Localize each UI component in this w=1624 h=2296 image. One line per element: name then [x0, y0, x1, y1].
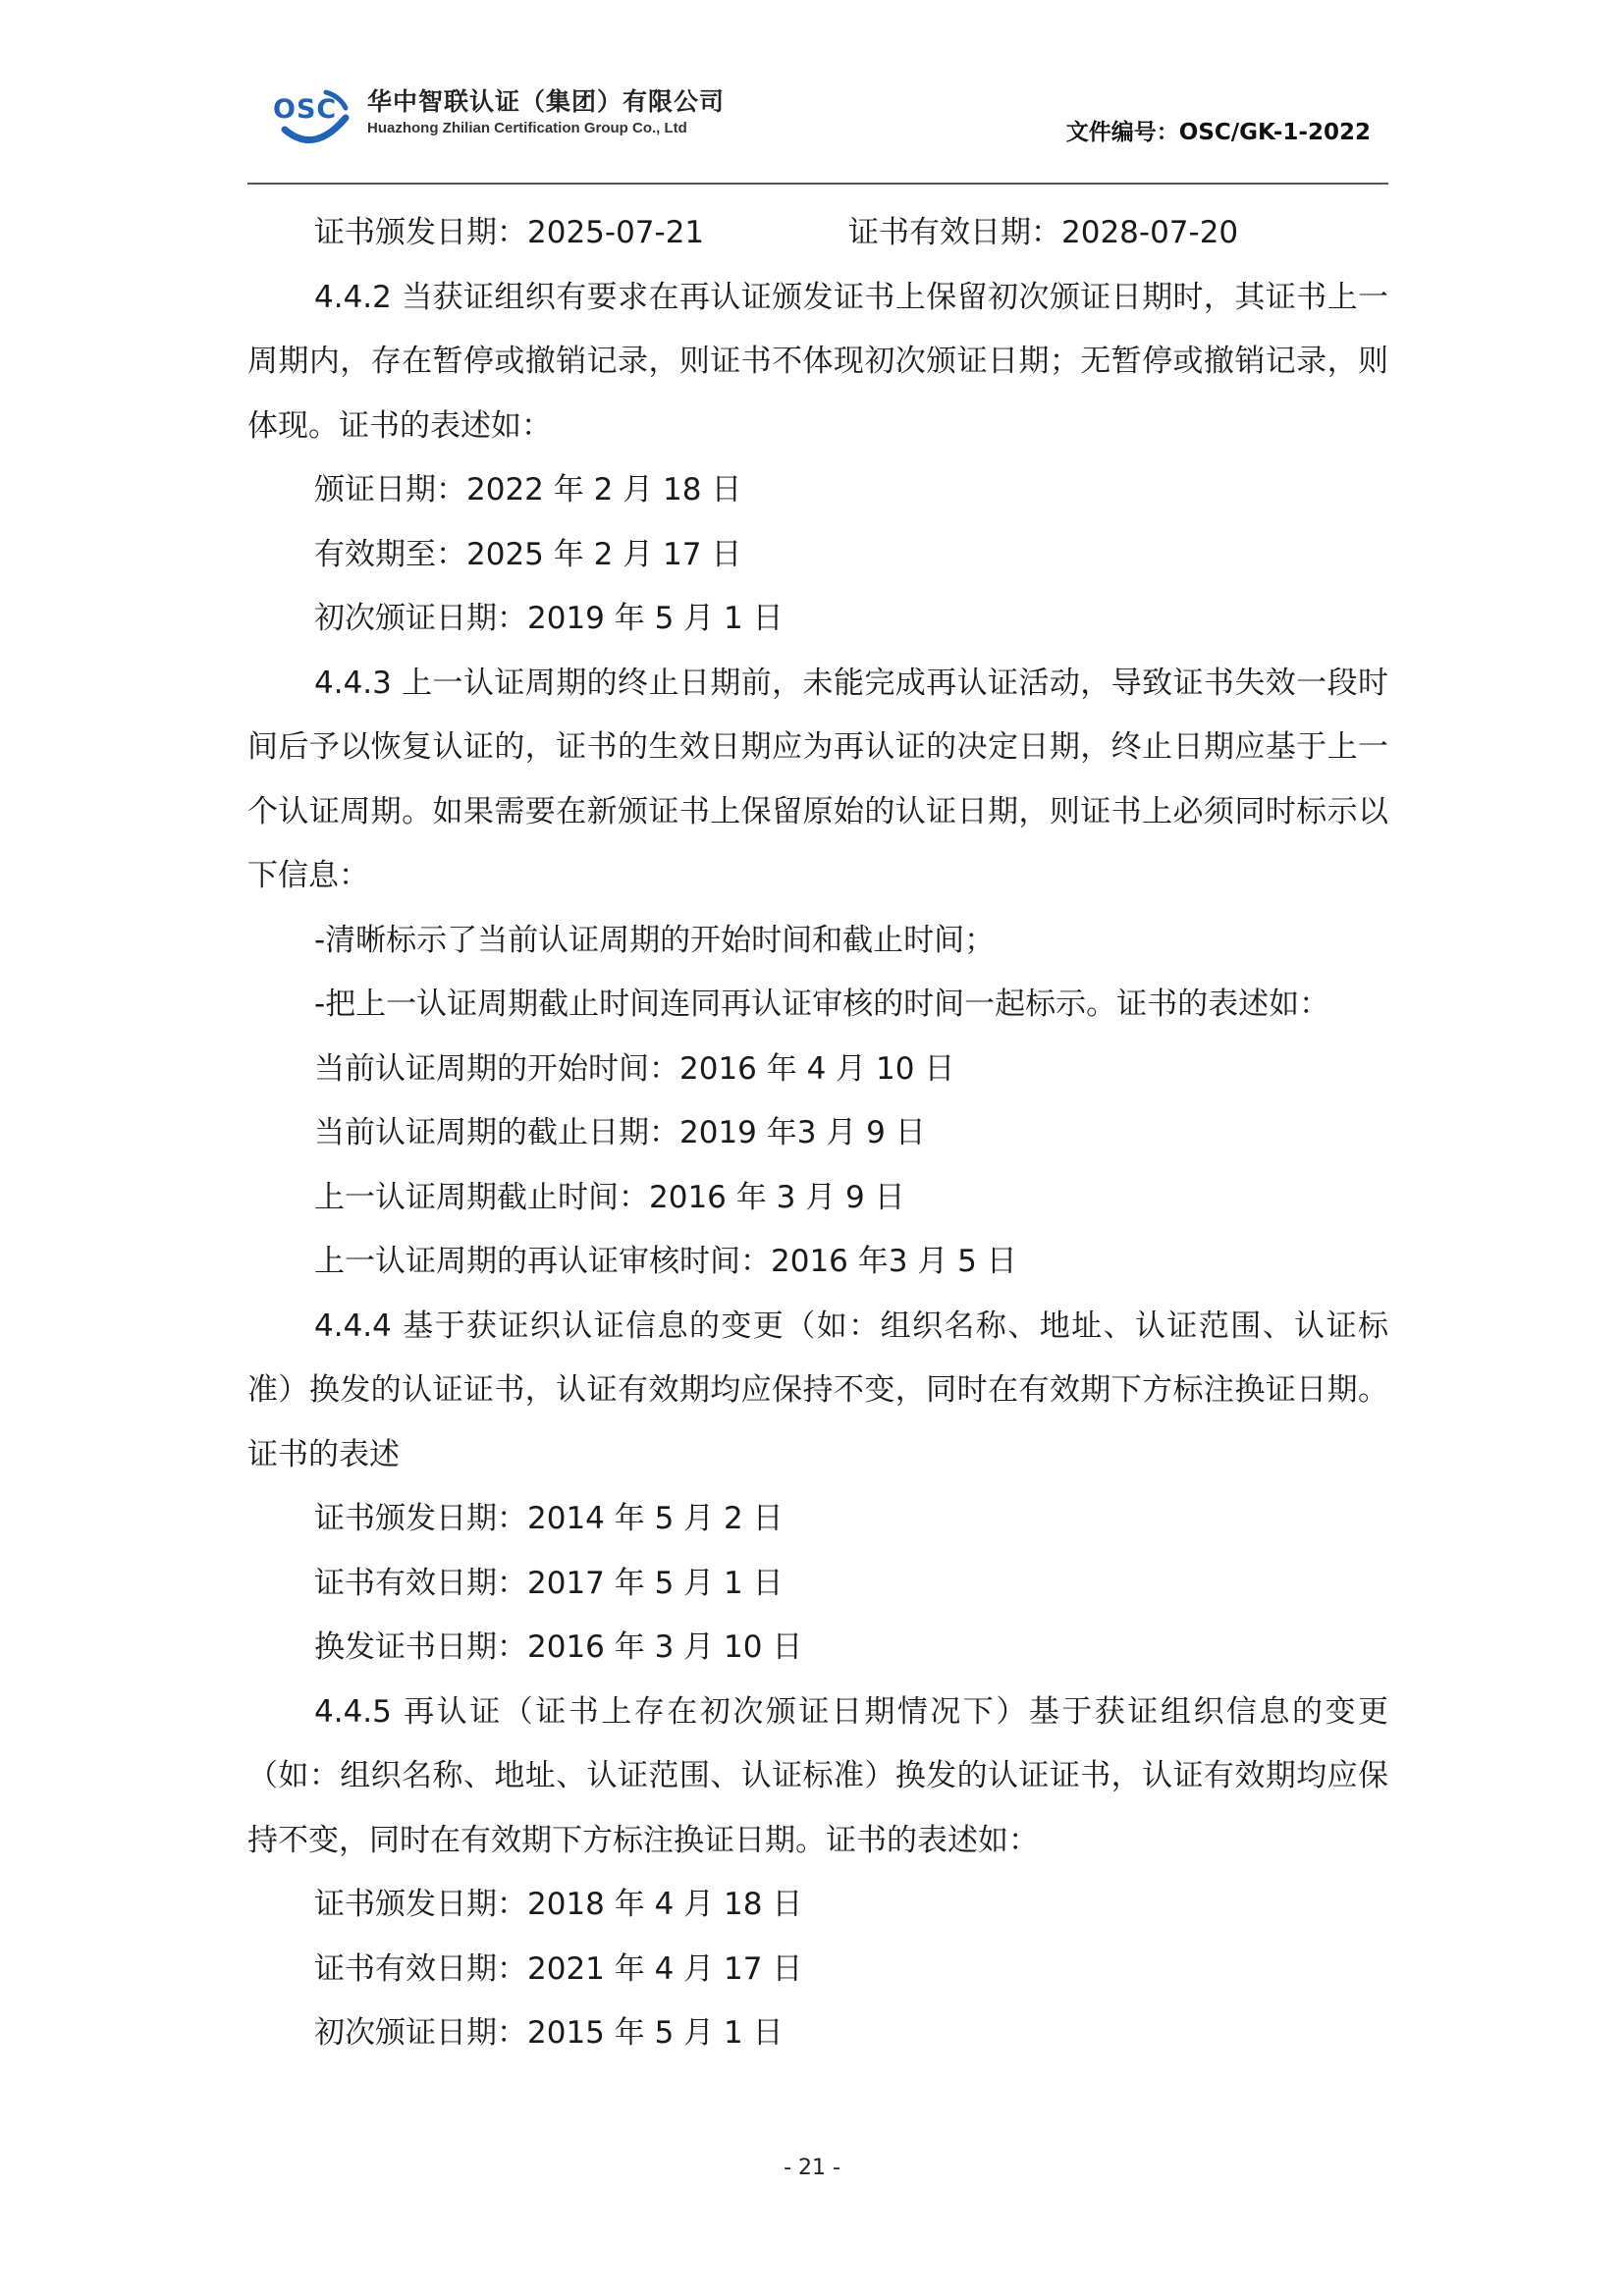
example-line: 换发证书日期：2016 年 3 月 10 日: [314, 1629, 803, 1665]
logo-text: OSC: [273, 94, 338, 125]
document-number: 文件编号：OSC/GK-1-2022: [1065, 120, 1371, 145]
bullet-line: -清晰标示了当前认证周期的开始时间和截止时间；: [314, 922, 996, 958]
example-line: 证书有效日期：2021 年 4 月 17 日: [314, 1950, 803, 1987]
section-4-4-5: 4.4.5 再认证（证书上存在初次颁证日期情况下）基于获证组织信息的变更（如：组织名称、地址、认证范围、认证标准）换发的认证证书，认证有效期均应保持不变，同时在有效期下方标注换证日期。证书的表述如：: [247, 1693, 1388, 1858]
example-line: 当前认证周期的截止日期：2019 年3 月 9 日: [314, 1115, 926, 1150]
valid-date: 证书有效日期：2028-07-20: [848, 215, 1239, 250]
example-line: 初次颁证日期：2015 年 5 月 1 日: [314, 2015, 784, 2051]
page-number: - 21 -: [784, 2156, 840, 2180]
document-body: [247, 201, 1388, 2066]
certificate-date-row: [247, 201, 1388, 266]
example-line: 证书颁发日期：2018 年 4 月 18 日: [314, 1887, 803, 1922]
example-line: 证书有效日期：2017 年 5 月 1 日: [314, 1565, 784, 1601]
issue-date: 证书颁发日期：2025-07-21: [314, 215, 705, 250]
example-line: 当前认证周期的开始时间：2016 年 4 月 10 日: [314, 1050, 955, 1087]
example-line: 上一认证周期的再认证审核时间：2016 年3 月 5 日: [314, 1244, 1017, 1279]
page-header: [247, 71, 1388, 187]
header-divider: [247, 183, 1388, 185]
example-line: 颁证日期：2022 年 2 月 18 日: [314, 472, 742, 507]
example-line: 证书颁发日期：2014 年 5 月 2 日: [314, 1501, 784, 1536]
section-4-4-4: 4.4.4 基于获证织认证信息的变更（如：组织名称、地址、认证范围、认证标准）换发的认证证书，认证有效期均应保持不变，同时在有效期下方标注换证日期。证书的表述: [247, 1308, 1388, 1472]
example-line: 有效期至：2025 年 2 月 17 日: [314, 536, 742, 572]
company-name-cn: 华中智联认证（集团）有限公司: [367, 87, 726, 116]
section-4-4-2: 4.4.2 当获证组织有要求在再认证颁发证书上保留初次颁证日期时，其证书上一周期内，存在暂停或撤销记录，则证书不体现初次颁证日期；无暂停或撤销记录，则体现。证书的表述如：: [247, 279, 1388, 444]
example-line: 初次颁证日期：2019 年 5 月 1 日: [314, 601, 784, 636]
company-name-en: Huazhong Zhilian Certification Group Co., Ltd: [367, 120, 687, 136]
example-line: 上一认证周期截止时间：2016 年 3 月 9 日: [314, 1179, 905, 1215]
bullet-line: -把上一认证周期截止时间连同再认证审核的时间一起标示。证书的表述如：: [314, 987, 1330, 1022]
section-4-4-3: 4.4.3 上一认证周期的终止日期前，未能完成再认证活动，导致证书失效一段时间后予以恢复认证的，证书的生效日期应为再认证的决定日期，终止日期应基于上一个认证周期。如果需要在新颁证书上保留原始的认证日期，则证书上必须同时标示以下信息：: [247, 665, 1388, 893]
